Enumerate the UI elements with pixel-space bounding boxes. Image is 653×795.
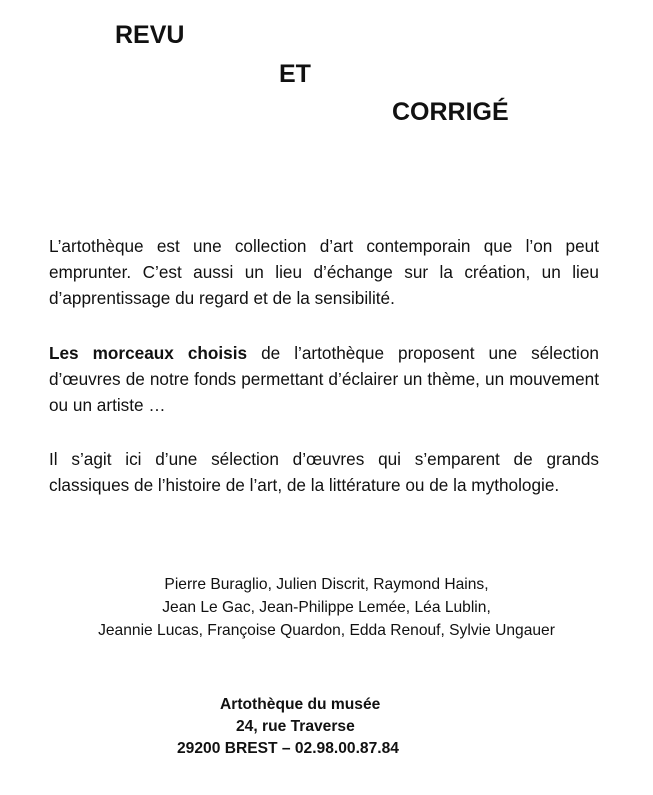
artist-list — [0, 573, 653, 642]
intro-paragraph: L’artothèque est une collection d’art contemporain que l’on peut emprunter. C’est aussi un lieu d’échange sur la création, un lieu d’apprentissage du regard et de la sensibilité. — [49, 236, 599, 308]
address-street: 24, rue Traverse — [236, 718, 355, 735]
artist-line: Jeannie Lucas, Françoise Quardon, Edda Renouf, Sylvie Ungauer — [98, 622, 555, 639]
address-city-phone: 29200 BREST – 02.98.00.87.84 — [177, 740, 399, 757]
title-word-corrige: CORRIGÉ — [392, 98, 509, 126]
theme-paragraph: Il s’agit ici d’une sélection d’œuvres qui s’emparent de grands classiques de l’histoire de l’art, de la littérature ou de la mythologie. — [49, 449, 599, 495]
address-name: Artothèque du musée — [220, 696, 381, 713]
title-word-et: ET — [279, 60, 311, 88]
selection-text: de l’artothèque proposent une sélection d’œuvres de notre fonds permettant d’éclairer un thème, un mouvement ou un artiste … — [49, 343, 599, 415]
title-word-revu: REVU — [115, 21, 185, 49]
artist-line: Pierre Buraglio, Julien Discrit, Raymond Hains, — [164, 576, 489, 593]
selection-paragraph — [49, 340, 599, 418]
artist-line: Jean Le Gac, Jean-Philippe Lemée, Léa Lublin, — [162, 599, 491, 616]
selection-highlight: Les morceaux choisis — [49, 343, 248, 363]
address-block — [0, 694, 653, 760]
